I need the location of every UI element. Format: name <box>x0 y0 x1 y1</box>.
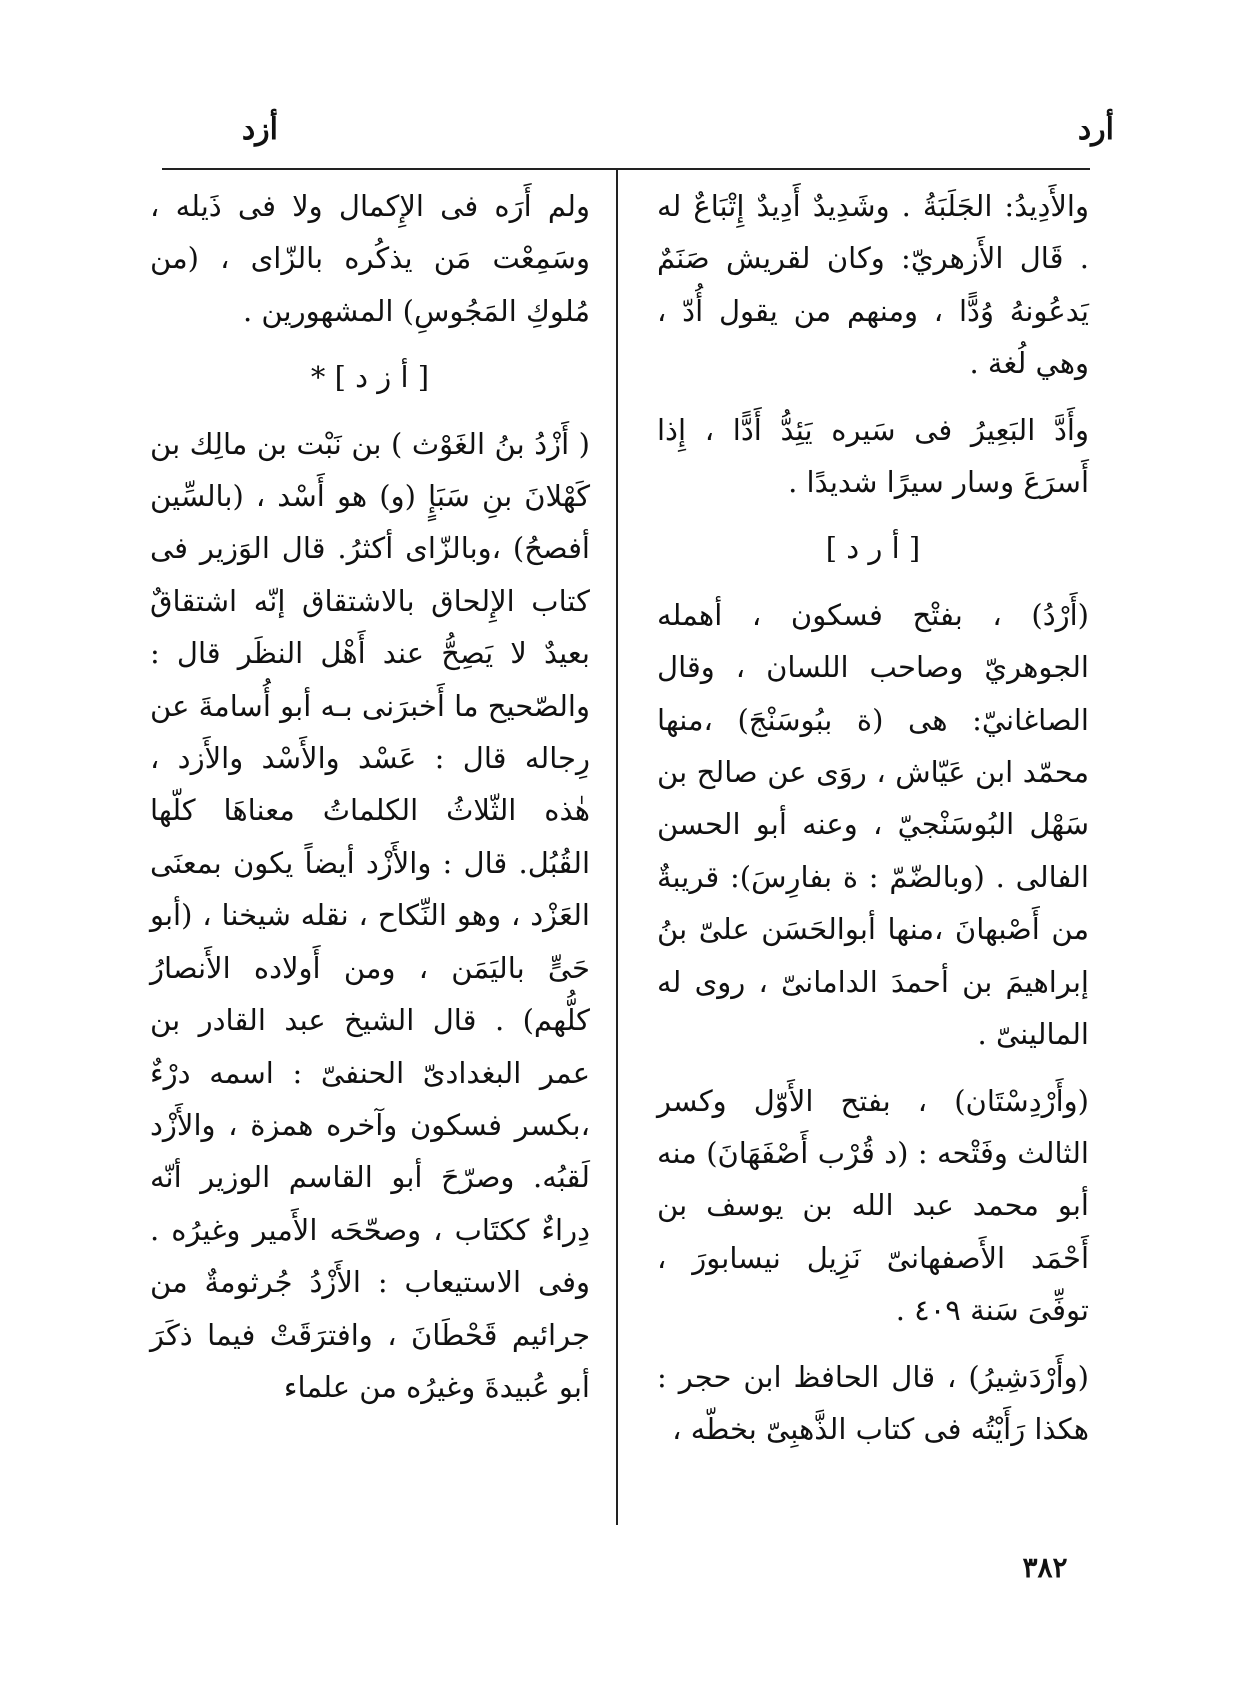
entry-heading: [ أ ز د ] * <box>310 360 430 395</box>
paragraph: ( أَزْدُ بنُ الغَوْث ) بن نَبْت بن مالِك بن كَهْلانَ بنِ سَبَإٍ (و) هو أَسْد ، (بالسِّين أفصحُ) ،وبالزّاى أكثرُ. قال الوَزير فى كتاب الإِلحاق بالاشتقاق إنّه اشتقاقٌ بعيدٌ لا يَصِحُّ عند أَهْل النظَر قال : والصّحيح ما أَخبرَنى بـه أبو أُسامةَ عن رِجاله قال : عَسْد والأَسْد والأَزد ، هٰذه الثّلاثُ الكلماتُ معناهَا كلّها القُبُل. قال : والأَزْد أيضاً يكون بمعنَى العَزْد ، وهو النِّكاح ، نقله شيخنا ، (أبو حَىٍّ باليَمَن ، ومن أَولاده الأَنصارُ كلُّهم) . قال الشيخ عبد القادر بن عمر البغدادىّ الحنفىّ : اسمه درْءٌ ،بكسر فسكون وآخره همزة ، والأَزْد لَقبُه. وصرّحَ أبو القاسم الوزير أنّه دِراءٌ ككتَاب ، وصحّحَه الأَمير وغيرُه . وفى الاستيعاب : الأَزْدُ جُرثومةٌ من جرائيم قَحْطَانَ ، وافترَقَتْ فيما ذكَرَ أبو عُبيدةَ وغيرُه من علماء <box>150 426 590 1404</box>
paragraph: وأَدَّ البَعِيرُ فى سَيره يَئِدُّ أَدًّا ، إِذا أَسرَعَ وسار سيرًا شديدًا . <box>657 412 1089 500</box>
left-column <box>150 180 590 1413</box>
paragraph: والأَدِيدُ: الجَلَبَةُ . وشَدِيدٌ أَدِيدٌ إِتْبَاعٌ له . قَال الأَزهريّ: وكان لقريش صَنَمٌ يَدعُونهُ وُدًّا ، ومنهم من يقول أُدّ ، وهي لُغة . <box>657 189 1089 381</box>
entry-heading: [ أ ر د ] <box>825 531 921 566</box>
page-number: ٣٨٢ <box>1022 1551 1068 1584</box>
paragraph: (أَرْدُ) ، بفتْح فسكون ، أهمله الجوهريّ وصاحب اللسان ، وقال الصاغانيّ: هى (ة ببُوسَنْجَ) ،منها محمّد ابن عَيّاش ، روَى عن صالح بن سَهْل البُوسَنْجيّ ، وعنه أبو الحسن الفالى . (وبالضّمّ : ة بفارِسَ): قريبةٌ من أَصْبهانَ ،منها أبوالحَسَن علىّ بنُ إبراهيمَ بن أحمدَ الدامانىّ ، روى له المالينىّ . <box>657 597 1089 1052</box>
header-rule <box>162 168 1090 170</box>
paragraph: ولم أَرَه فى الإِكمال ولا فى ذَيله ، وسَمِعْت مَن يذكُره بالزّاى ، (من مُلوكِ المَجُوسِ) المشهورين . <box>150 189 590 328</box>
paragraph: (وأَرْدِسْتَان) ، بفتح الأَوّل وكسر الثالث وفَتْحه : (د قُرْب أَصْفَهَانَ) منه أبو محمد عبد الله بن يوسف بن أَحْمَد الأَصفهانىّ نَزِيل نيسابورَ ، توفِّىَ سَنة ٤٠٩ . <box>657 1083 1089 1328</box>
running-header-right: أرد <box>1077 112 1114 147</box>
right-column <box>657 180 1089 1455</box>
column-divider <box>616 170 618 1525</box>
paragraph: (وأَرْدَشِيرُ) ، قال الحافظ ابن حجر : هكذا رَأَيْتُه فى كتاب الذَّهبِىّ بخطّه ، <box>657 1359 1089 1446</box>
running-header-left: أزد <box>241 112 278 147</box>
